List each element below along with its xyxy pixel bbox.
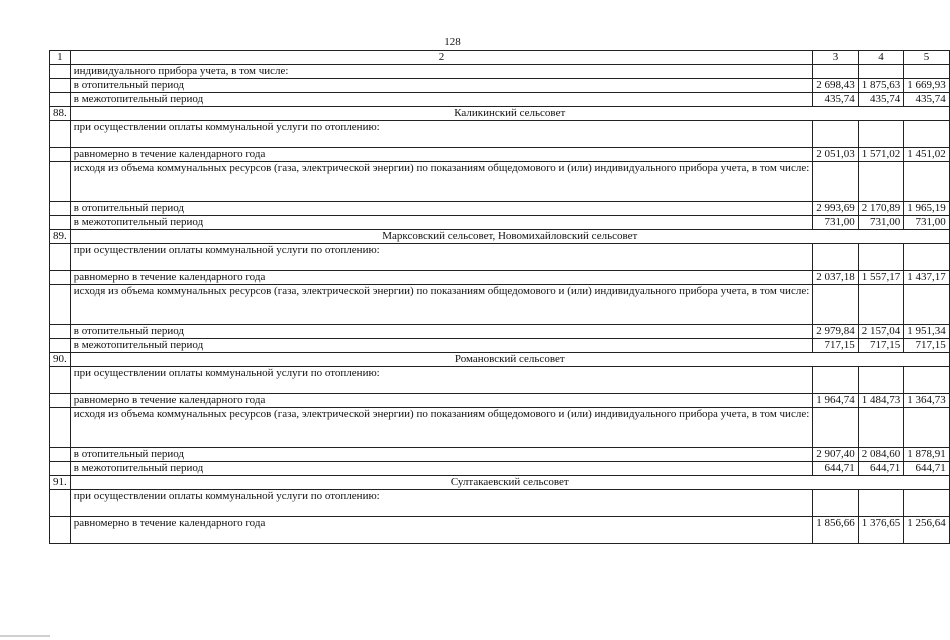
value-col-4 bbox=[858, 367, 904, 394]
row-number-cell bbox=[50, 79, 71, 93]
value-col-3: 1 964,74 bbox=[813, 394, 859, 408]
row-description: индивидуального прибора учета, в том числе: bbox=[70, 65, 813, 79]
value-col-3 bbox=[813, 121, 859, 148]
section-number: 90. bbox=[50, 353, 71, 367]
page-number: 128 bbox=[444, 36, 461, 48]
value-col-3: 717,15 bbox=[813, 339, 859, 353]
table-row bbox=[50, 408, 950, 448]
value-col-4 bbox=[858, 285, 904, 325]
row-description: в межотопительный период bbox=[70, 339, 813, 353]
table-row bbox=[50, 202, 950, 216]
value-col-3: 2 037,18 bbox=[813, 271, 859, 285]
value-col-3: 2 698,43 bbox=[813, 79, 859, 93]
row-description: равномерно в течение календарного года bbox=[70, 517, 813, 544]
value-col-5: 1 669,93 bbox=[904, 79, 950, 93]
value-col-5: 435,74 bbox=[904, 93, 950, 107]
table-row bbox=[50, 244, 950, 271]
table-row bbox=[50, 121, 950, 148]
value-col-3 bbox=[813, 490, 859, 517]
row-number-cell bbox=[50, 490, 71, 517]
row-number-cell bbox=[50, 339, 71, 353]
value-col-4: 2 084,60 bbox=[858, 448, 904, 462]
row-number-cell bbox=[50, 517, 71, 544]
scan-edge-mark bbox=[0, 635, 50, 637]
value-col-5 bbox=[904, 121, 950, 148]
value-col-4 bbox=[858, 121, 904, 148]
row-number-cell bbox=[50, 216, 71, 230]
row-number-cell bbox=[50, 121, 71, 148]
row-description: при осуществлении оплаты коммунальной услуги по отоплению: bbox=[70, 490, 813, 517]
row-number-cell bbox=[50, 93, 71, 107]
table-row bbox=[50, 325, 950, 339]
value-col-5: 644,71 bbox=[904, 462, 950, 476]
value-col-3 bbox=[813, 367, 859, 394]
value-col-3 bbox=[813, 65, 859, 79]
table-row bbox=[50, 490, 950, 517]
table-row bbox=[50, 285, 950, 325]
value-col-4 bbox=[858, 65, 904, 79]
row-description: при осуществлении оплаты коммунальной услуги по отоплению: bbox=[70, 367, 813, 394]
value-col-4 bbox=[858, 162, 904, 202]
row-description: в межотопительный период bbox=[70, 93, 813, 107]
value-col-4: 1 484,73 bbox=[858, 394, 904, 408]
column-header-2: 2 bbox=[70, 51, 813, 65]
row-number-cell bbox=[50, 148, 71, 162]
value-col-4: 644,71 bbox=[858, 462, 904, 476]
row-description: равномерно в течение календарного года bbox=[70, 148, 813, 162]
value-col-4: 435,74 bbox=[858, 93, 904, 107]
value-col-3: 2 993,69 bbox=[813, 202, 859, 216]
value-col-4: 1 571,02 bbox=[858, 148, 904, 162]
value-col-5 bbox=[904, 408, 950, 448]
row-number-cell bbox=[50, 285, 71, 325]
table-row bbox=[50, 517, 950, 544]
row-description: исходя из объема коммунальных ресурсов (газа, электрической энергии) по показаниям общедомового и (или) индивидуального прибора учета, в том числе: bbox=[70, 285, 813, 325]
value-col-4: 2 157,04 bbox=[858, 325, 904, 339]
row-number-cell bbox=[50, 244, 71, 271]
value-col-5: 717,15 bbox=[904, 339, 950, 353]
value-col-3: 1 856,66 bbox=[813, 517, 859, 544]
column-header-3: 3 bbox=[813, 51, 859, 65]
section-row bbox=[50, 353, 950, 367]
value-col-3: 435,74 bbox=[813, 93, 859, 107]
table-row bbox=[50, 216, 950, 230]
row-number-cell bbox=[50, 65, 71, 79]
column-header-5: 5 bbox=[904, 51, 950, 65]
table-row bbox=[50, 93, 950, 107]
value-col-5: 731,00 bbox=[904, 216, 950, 230]
tariff-table bbox=[49, 50, 950, 544]
table-row bbox=[50, 448, 950, 462]
value-col-4 bbox=[858, 490, 904, 517]
row-description: в отопительный период bbox=[70, 448, 813, 462]
row-number-cell bbox=[50, 202, 71, 216]
value-col-4: 2 170,89 bbox=[858, 202, 904, 216]
value-col-5 bbox=[904, 244, 950, 271]
row-description: в межотопительный период bbox=[70, 216, 813, 230]
table-row bbox=[50, 162, 950, 202]
value-col-5: 1 437,17 bbox=[904, 271, 950, 285]
value-col-4: 1 376,65 bbox=[858, 517, 904, 544]
value-col-3 bbox=[813, 162, 859, 202]
value-col-3: 2 907,40 bbox=[813, 448, 859, 462]
value-col-4: 1 557,17 bbox=[858, 271, 904, 285]
value-col-3 bbox=[813, 244, 859, 271]
row-number-cell bbox=[50, 325, 71, 339]
row-description: при осуществлении оплаты коммунальной услуги по отоплению: bbox=[70, 121, 813, 148]
value-col-5: 1 256,64 bbox=[904, 517, 950, 544]
table-row bbox=[50, 462, 950, 476]
section-number: 89. bbox=[50, 230, 71, 244]
table-row bbox=[50, 79, 950, 93]
row-description: в отопительный период bbox=[70, 325, 813, 339]
section-title: Романовский сельсовет bbox=[70, 353, 949, 367]
value-col-5: 1 951,34 bbox=[904, 325, 950, 339]
row-description: равномерно в течение календарного года bbox=[70, 394, 813, 408]
value-col-3: 2 979,84 bbox=[813, 325, 859, 339]
section-row bbox=[50, 107, 950, 121]
value-col-3: 2 051,03 bbox=[813, 148, 859, 162]
section-row bbox=[50, 230, 950, 244]
row-description: равномерно в течение календарного года bbox=[70, 271, 813, 285]
row-number-cell bbox=[50, 448, 71, 462]
value-col-5 bbox=[904, 285, 950, 325]
section-number: 88. bbox=[50, 107, 71, 121]
value-col-4: 717,15 bbox=[858, 339, 904, 353]
value-col-5: 1 878,91 bbox=[904, 448, 950, 462]
row-description: в отопительный период bbox=[70, 79, 813, 93]
value-col-3 bbox=[813, 408, 859, 448]
table-row bbox=[50, 271, 950, 285]
value-col-3: 644,71 bbox=[813, 462, 859, 476]
section-number: 91. bbox=[50, 476, 71, 490]
value-col-4: 1 875,63 bbox=[858, 79, 904, 93]
section-title: Султакаевский сельсовет bbox=[70, 476, 949, 490]
row-number-cell bbox=[50, 367, 71, 394]
value-col-5 bbox=[904, 162, 950, 202]
row-description: исходя из объема коммунальных ресурсов (газа, электрической энергии) по показаниям общедомового и (или) индивидуального прибора учета, в том числе: bbox=[70, 162, 813, 202]
section-title: Каликинский сельсовет bbox=[70, 107, 949, 121]
table-row bbox=[50, 339, 950, 353]
column-header-1: 1 bbox=[50, 51, 71, 65]
table-body bbox=[50, 51, 950, 544]
value-col-5 bbox=[904, 490, 950, 517]
row-number-cell bbox=[50, 162, 71, 202]
value-col-4 bbox=[858, 408, 904, 448]
row-description: исходя из объема коммунальных ресурсов (газа, электрической энергии) по показаниям общедомового и (или) индивидуального прибора учета, в том числе: bbox=[70, 408, 813, 448]
column-header-4: 4 bbox=[858, 51, 904, 65]
section-row bbox=[50, 476, 950, 490]
table-row bbox=[50, 394, 950, 408]
value-col-4 bbox=[858, 244, 904, 271]
row-number-cell bbox=[50, 394, 71, 408]
value-col-5: 1 451,02 bbox=[904, 148, 950, 162]
value-col-5 bbox=[904, 65, 950, 79]
value-col-5: 1 965,19 bbox=[904, 202, 950, 216]
value-col-5 bbox=[904, 367, 950, 394]
row-number-cell bbox=[50, 462, 71, 476]
table-row bbox=[50, 65, 950, 79]
row-description: в межотопительный период bbox=[70, 462, 813, 476]
column-header-row bbox=[50, 51, 950, 65]
row-description: при осуществлении оплаты коммунальной услуги по отоплению: bbox=[70, 244, 813, 271]
value-col-3 bbox=[813, 285, 859, 325]
row-description: в отопительный период bbox=[70, 202, 813, 216]
value-col-4: 731,00 bbox=[858, 216, 904, 230]
table-row bbox=[50, 367, 950, 394]
value-col-5: 1 364,73 bbox=[904, 394, 950, 408]
section-title: Марксовский сельсовет, Новомихайловский сельсовет bbox=[70, 230, 949, 244]
value-col-3: 731,00 bbox=[813, 216, 859, 230]
row-number-cell bbox=[50, 271, 71, 285]
table-row bbox=[50, 148, 950, 162]
row-number-cell bbox=[50, 408, 71, 448]
